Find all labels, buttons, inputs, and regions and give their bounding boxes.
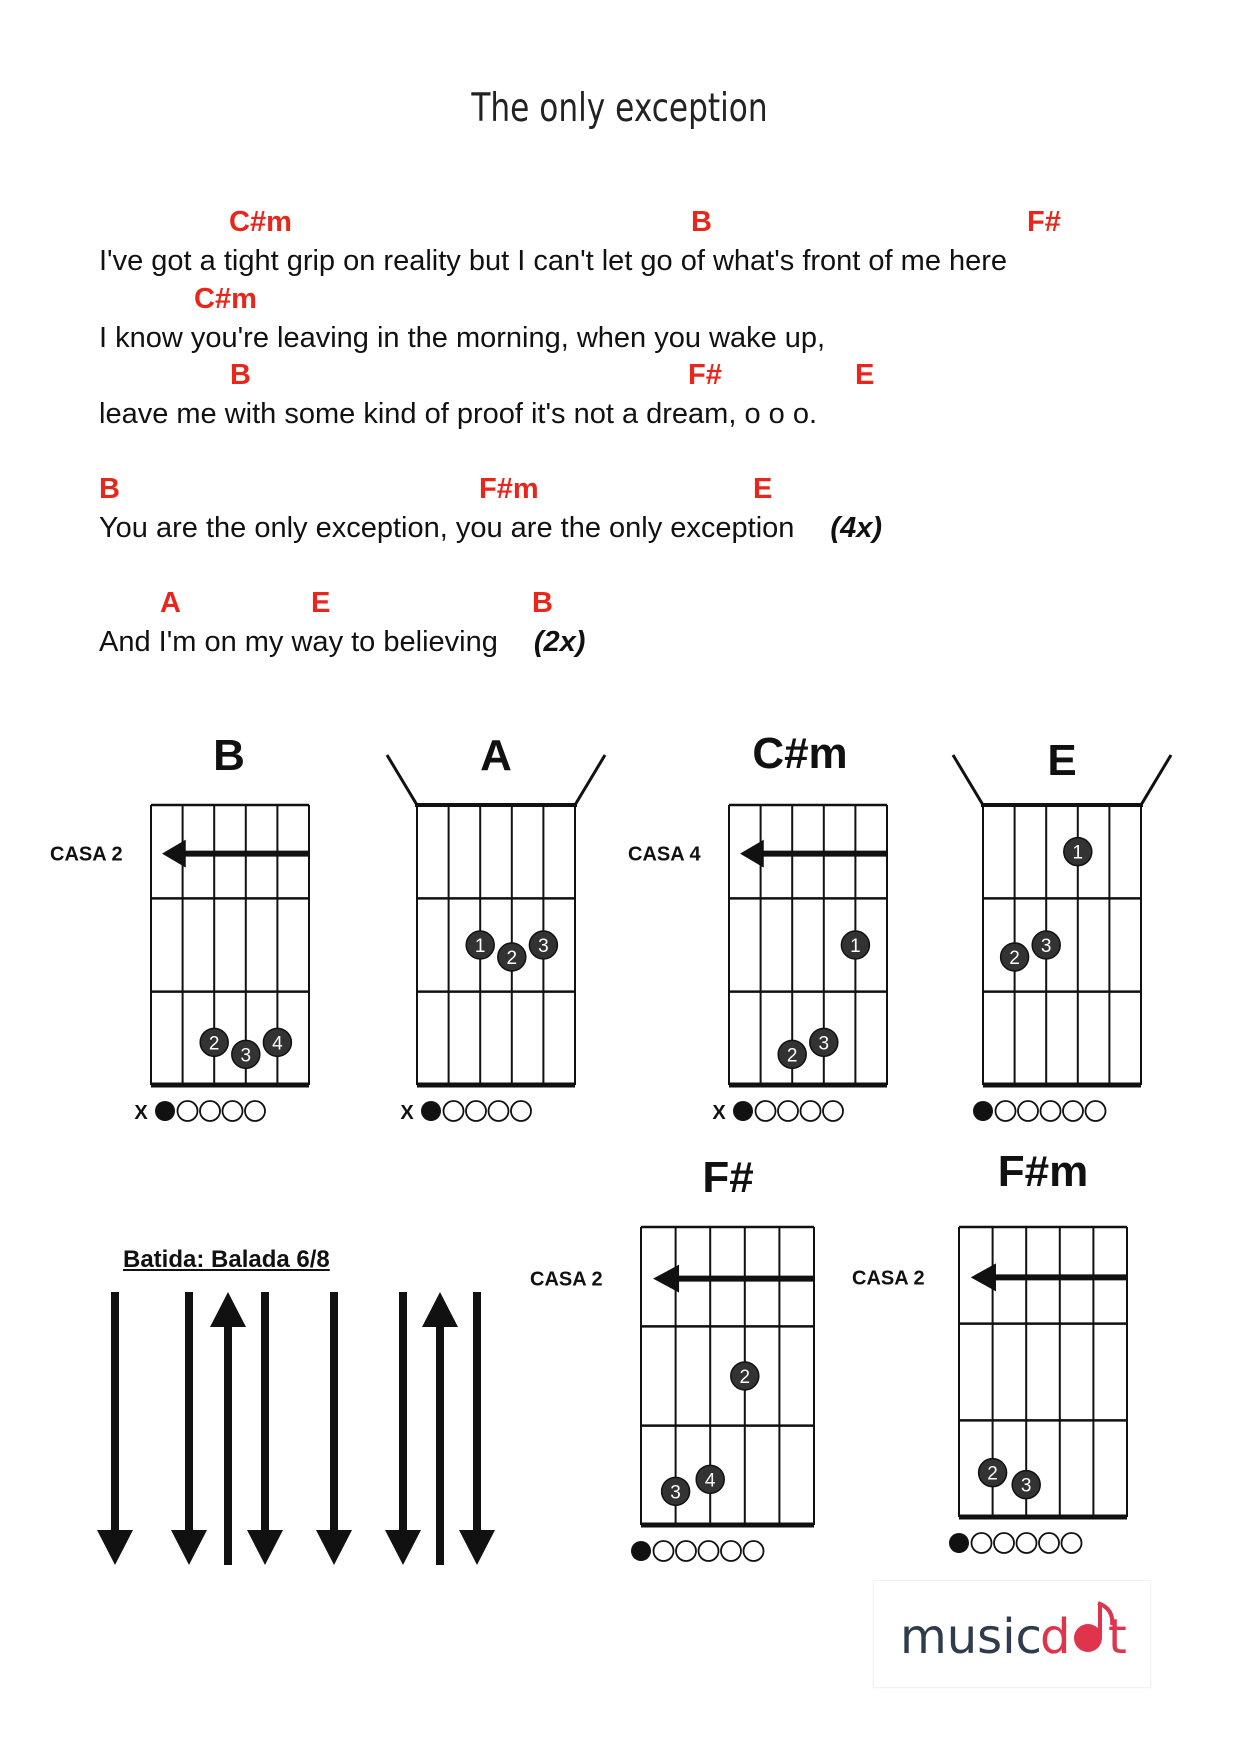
strum-down-arrow bbox=[171, 1292, 207, 1565]
chord-label: E bbox=[753, 473, 773, 505]
repeat-count: (2x) bbox=[533, 626, 586, 658]
strum-down-arrow bbox=[316, 1292, 352, 1565]
logo-word-music: music bbox=[900, 1609, 1042, 1665]
lyric-text: And I'm on my way to believing bbox=[99, 626, 498, 658]
finger-number: 2 bbox=[506, 948, 518, 969]
chord-label: E bbox=[311, 587, 331, 619]
logo-note-stem bbox=[1098, 1603, 1102, 1638]
repeat-count: (4x) bbox=[830, 512, 882, 544]
chord-label: B bbox=[99, 473, 120, 505]
chord-name: F# bbox=[702, 1153, 754, 1202]
strum-up-arrow bbox=[210, 1292, 246, 1565]
finger-number: 2 bbox=[208, 1033, 220, 1055]
chord-label: F# bbox=[1027, 206, 1061, 238]
casa-label: CASA 4 bbox=[628, 843, 701, 866]
arrow-head bbox=[210, 1292, 246, 1327]
strum-down-arrow bbox=[459, 1292, 495, 1565]
strumming-title: Batida: Balada 6/8 bbox=[123, 1246, 330, 1273]
strum-down-arrow bbox=[247, 1292, 283, 1565]
finger-number: 3 bbox=[670, 1482, 681, 1504]
finger-number: 4 bbox=[704, 1470, 716, 1492]
finger-number: 1 bbox=[474, 936, 486, 957]
logo-letter-d: d bbox=[1040, 1609, 1071, 1665]
arrow-head bbox=[247, 1530, 283, 1565]
finger-number: 3 bbox=[240, 1045, 252, 1067]
lyric-line: I've got a tight grip on reality but I can't let go of what's front of me here bbox=[99, 245, 1008, 277]
arrow-head bbox=[316, 1530, 352, 1565]
chord-label: F# bbox=[688, 359, 722, 391]
strum-down-arrow bbox=[97, 1292, 133, 1565]
chord-label: C#m bbox=[229, 206, 292, 238]
muted-string-mark: X bbox=[400, 1102, 414, 1124]
arrow-head bbox=[97, 1530, 133, 1565]
logo-letter-t: t bbox=[1108, 1609, 1127, 1665]
chord-label: B bbox=[532, 587, 553, 619]
finger-number: 4 bbox=[272, 1033, 283, 1055]
finger-number: 1 bbox=[850, 936, 861, 957]
lyric-line: leave me with some kind of proof it's not a dream, o o o. bbox=[99, 398, 818, 430]
chord-label: F#m bbox=[479, 473, 539, 505]
finger-number: 3 bbox=[538, 936, 549, 957]
strum-up-arrow bbox=[422, 1292, 458, 1565]
lyric-line: I know you're leaving in the morning, when you wake up, bbox=[99, 322, 826, 354]
arrow-head bbox=[459, 1530, 495, 1565]
finger-number: 2 bbox=[987, 1463, 998, 1485]
muted-string-mark: X bbox=[712, 1102, 726, 1124]
chord-name: E bbox=[1047, 736, 1077, 785]
arrow-head bbox=[422, 1292, 458, 1327]
musicdot-logo bbox=[873, 1580, 1151, 1688]
casa-label: CASA 2 bbox=[530, 1268, 603, 1291]
chord-label: B bbox=[230, 359, 251, 391]
logo-graphic bbox=[874, 1581, 1150, 1687]
finger-number: 1 bbox=[1072, 842, 1084, 864]
lyric-text: You are the only exception, you are the only exception bbox=[99, 512, 795, 544]
chord-label: A bbox=[160, 587, 181, 619]
chord-name: C#m bbox=[752, 729, 848, 778]
finger-number: 2 bbox=[739, 1367, 751, 1388]
muted-string-mark: X bbox=[134, 1102, 148, 1124]
finger-number: 3 bbox=[1040, 936, 1052, 957]
casa-label: CASA 2 bbox=[50, 843, 123, 866]
song-title: The only exception bbox=[471, 86, 768, 131]
finger-number: 2 bbox=[786, 1045, 798, 1067]
chord-label: C#m bbox=[194, 283, 257, 315]
arrow-head bbox=[171, 1530, 207, 1565]
arrow-head bbox=[385, 1530, 421, 1565]
chord-name: B bbox=[213, 731, 245, 780]
chord-label: E bbox=[855, 359, 875, 391]
finger-number: 3 bbox=[1020, 1475, 1032, 1497]
chord-name: A bbox=[480, 731, 512, 780]
chord-label: B bbox=[691, 206, 712, 238]
finger-number: 2 bbox=[1009, 948, 1020, 969]
casa-label: CASA 2 bbox=[852, 1267, 925, 1290]
strum-down-arrow bbox=[385, 1292, 421, 1565]
chord-name: F#m bbox=[997, 1147, 1089, 1196]
logo-note-icon bbox=[1074, 1624, 1102, 1652]
finger-number: 3 bbox=[818, 1033, 830, 1055]
